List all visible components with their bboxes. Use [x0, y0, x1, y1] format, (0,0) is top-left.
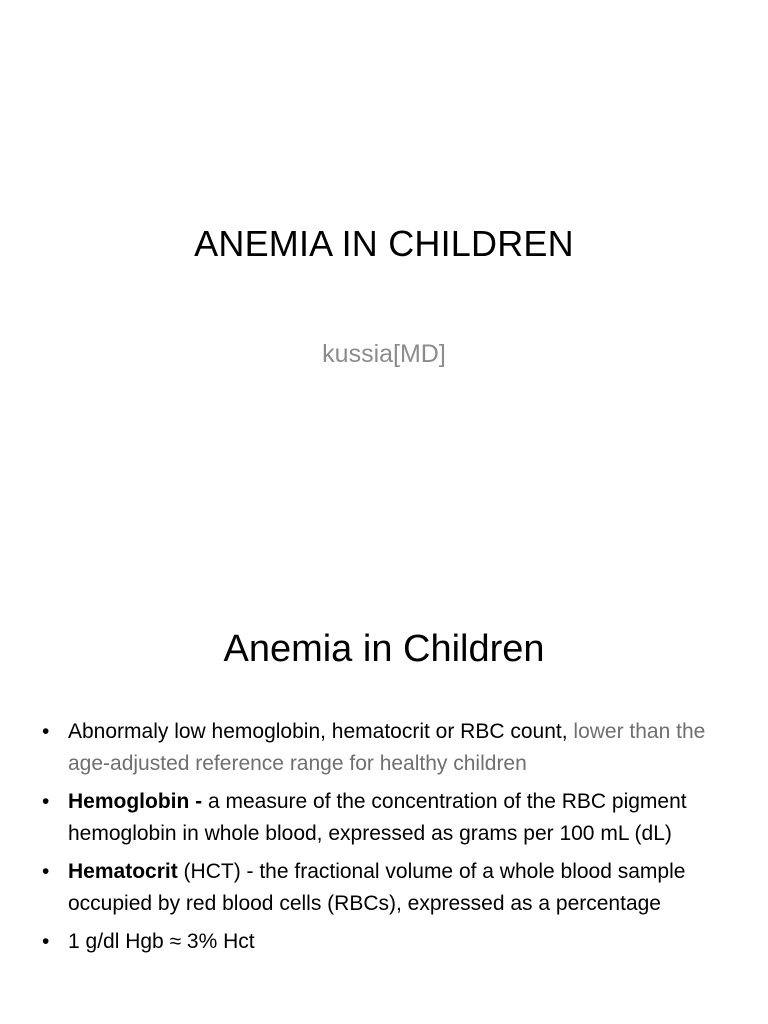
bullet-dot: • — [42, 720, 50, 743]
bullet-text: Abnormaly low hemoglobin, hematocrit or RBC count, — [68, 720, 574, 743]
list-item — [40, 716, 740, 780]
bullet-text: (HCT) - the fractional volume of a whole blood sample occupied by red blood cells (RBCs), expressed as a percentage — [68, 860, 686, 915]
slide-subtitle: kussia[MD] — [322, 340, 446, 368]
content-slide-title: Anemia in Children — [223, 628, 545, 670]
list-item — [40, 786, 740, 850]
bullet-dot: • — [42, 930, 50, 953]
bullet-text: 1 g/dl Hgb ≈ 3% Hct — [68, 930, 255, 953]
bullet-dot: • — [42, 860, 50, 883]
bullet-term: Hemoglobin - — [68, 790, 208, 813]
list-item — [40, 926, 740, 958]
content-slide — [0, 576, 768, 1024]
bullet-term: Hematocrit — [68, 860, 178, 883]
bullet-gray-text: lower than the age-adjusted reference range for healthy children — [68, 720, 706, 775]
slide-title: ANEMIA IN CHILDREN — [194, 223, 574, 264]
bullet-dot: • — [42, 790, 50, 813]
bullet-list — [40, 716, 740, 964]
list-item — [40, 856, 740, 920]
bullet-text: a measure of the concentration of the RBC pigment hemoglobin in whole blood, expressed as grams per 100 mL (dL) — [68, 790, 687, 845]
